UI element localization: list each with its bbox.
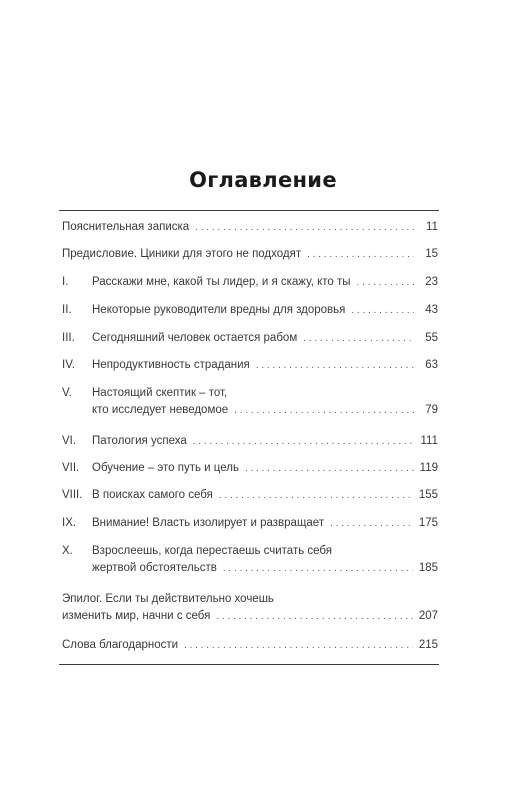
dot-leader bbox=[216, 608, 412, 625]
dot-leader bbox=[303, 330, 414, 347]
toc-entry[interactable] bbox=[62, 515, 438, 532]
entry-title: Некоторые руководители вредны для здоровья bbox=[92, 304, 346, 316]
chapter-number: IV. bbox=[62, 359, 76, 371]
toc-entry-line bbox=[62, 460, 438, 477]
chapter-number: X. bbox=[62, 545, 73, 557]
page-number: 155 bbox=[418, 489, 438, 501]
toc-entry-line bbox=[62, 302, 438, 319]
entry-title: жертвой обстоятельств bbox=[92, 562, 217, 574]
toc-entry-line bbox=[62, 515, 438, 532]
page-number: 23 bbox=[425, 276, 438, 288]
dot-leader bbox=[195, 219, 414, 236]
toc-entry[interactable] bbox=[62, 487, 438, 504]
page-title: Оглавление bbox=[189, 168, 337, 192]
entry-title: Слова благодарности bbox=[62, 639, 179, 651]
page-number: 111 bbox=[420, 435, 438, 447]
page-number: 43 bbox=[425, 304, 438, 316]
toc-entry[interactable] bbox=[62, 330, 438, 347]
entry-title: Непродуктивность страдания bbox=[92, 359, 250, 371]
chapter-number: III. bbox=[62, 332, 75, 344]
entry-title: Обучение – это путь и цель bbox=[92, 462, 239, 474]
page-number: 215 bbox=[418, 639, 438, 651]
entry-title: Сегодняшний человек остается рабом bbox=[92, 332, 298, 344]
dot-leader bbox=[184, 637, 413, 654]
toc-entry-line bbox=[62, 402, 438, 419]
dot-leader bbox=[256, 357, 414, 374]
toc-entry-line bbox=[62, 385, 438, 402]
toc-entry[interactable] bbox=[62, 591, 438, 625]
entry-title: Патология успеха bbox=[92, 435, 187, 447]
toc-entry-line bbox=[62, 357, 438, 374]
toc-entry[interactable] bbox=[62, 246, 438, 263]
dot-leader bbox=[330, 515, 413, 532]
toc-entry[interactable] bbox=[62, 357, 438, 374]
page-number: 79 bbox=[425, 404, 438, 416]
dot-leader bbox=[245, 460, 414, 477]
page-number: 175 bbox=[418, 517, 438, 529]
bottom-divider bbox=[59, 664, 439, 665]
page-number: 15 bbox=[425, 248, 438, 260]
toc-entry-line bbox=[62, 330, 438, 347]
page-number: 11 bbox=[426, 221, 438, 233]
dot-leader bbox=[234, 402, 414, 419]
entry-title: Расскажи мне, какой ты лидер, и я скажу, кто ты bbox=[92, 276, 351, 288]
entry-title: В поисках самого себя bbox=[92, 489, 213, 501]
toc-entry[interactable] bbox=[62, 385, 438, 419]
dot-leader bbox=[223, 560, 413, 577]
entry-title: кто исследует неведомое bbox=[92, 404, 229, 416]
dot-leader bbox=[351, 302, 414, 319]
entry-title: Пояснительная записка bbox=[62, 221, 190, 233]
toc-entry[interactable] bbox=[62, 460, 438, 477]
page-number: 55 bbox=[425, 332, 438, 344]
chapter-number: VIII. bbox=[62, 489, 83, 501]
toc-entry[interactable] bbox=[62, 274, 438, 291]
toc-entry-line bbox=[62, 487, 438, 504]
toc-entry[interactable] bbox=[62, 302, 438, 319]
entry-title: Предисловие. Циники для этого не подходят bbox=[62, 248, 302, 260]
dot-leader bbox=[357, 274, 414, 291]
page-number: 185 bbox=[418, 562, 438, 574]
dot-leader bbox=[193, 433, 414, 450]
toc-entry-line bbox=[62, 246, 438, 263]
toc-entry[interactable] bbox=[62, 637, 438, 654]
dot-leader bbox=[307, 246, 414, 263]
entry-title: изменить мир, начни с себя bbox=[62, 610, 211, 622]
toc-entry[interactable] bbox=[62, 433, 438, 450]
chapter-number: V. bbox=[62, 387, 72, 399]
toc-entry-line bbox=[62, 608, 438, 625]
page-number: 207 bbox=[418, 610, 438, 622]
entry-title: Внимание! Власть изолирует и развращает bbox=[92, 517, 325, 529]
dot-leader bbox=[219, 487, 413, 504]
toc-entry-line bbox=[62, 637, 438, 654]
page-number: 119 bbox=[419, 462, 438, 474]
entry-title: Настоящий скептик – тот, bbox=[92, 387, 228, 399]
toc-entry-line bbox=[62, 219, 438, 236]
chapter-number: IX. bbox=[62, 517, 77, 529]
toc-entry[interactable] bbox=[62, 543, 438, 577]
entry-title: Взрослеешь, когда перестаешь считать себя bbox=[92, 545, 332, 557]
toc-entry-line bbox=[62, 433, 438, 450]
chapter-number: II. bbox=[62, 304, 72, 316]
toc-entry-line bbox=[62, 560, 438, 577]
chapter-number: VII. bbox=[62, 462, 80, 474]
toc-entry-line bbox=[62, 274, 438, 291]
top-divider bbox=[59, 210, 439, 211]
toc-entry-line bbox=[62, 543, 438, 560]
toc-entry-line bbox=[62, 591, 438, 608]
entry-title: Эпилог. Если ты действительно хочешь bbox=[62, 593, 274, 605]
toc-entry[interactable] bbox=[62, 219, 438, 236]
chapter-number: I. bbox=[62, 276, 69, 288]
chapter-number: VI. bbox=[62, 435, 77, 447]
page-number: 63 bbox=[425, 359, 438, 371]
